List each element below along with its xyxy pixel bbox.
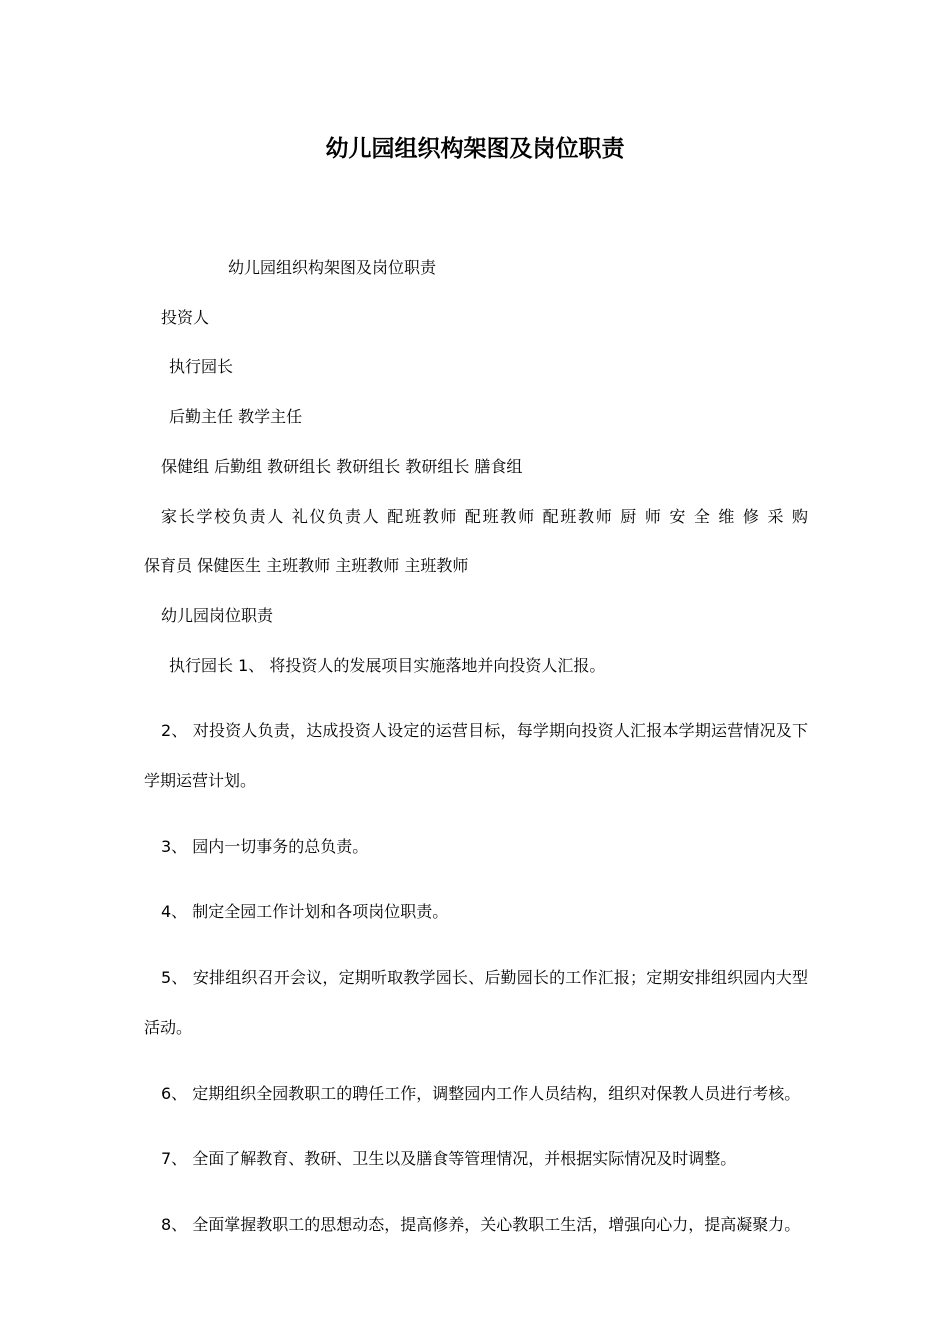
- org-chart-level-investor: 投资人: [161, 307, 210, 327]
- duty-item-6: 6、 定期组织全园教职工的聘任工作，调整园内工作人员结构，组织对保教人员进行考核。: [161, 1083, 801, 1103]
- duty-item-7: 7、 全面了解教育、教研、卫生以及膳食等管理情况，并根据实际情况及时调整。: [161, 1149, 737, 1169]
- org-chart-subtitle: 幼儿园组织构架图及岗位职责: [228, 258, 437, 277]
- duty-item-1: 执行园长 1、 将投资人的发展项目实施落地并向投资人汇报。: [169, 655, 606, 675]
- duty-item-8: 8、 全面掌握教职工的思想动态，提高修养，关心教职工生活，增强向心力，提高凝聚力。: [161, 1214, 801, 1234]
- duty-item-4: 4、 制定全园工作计划和各项岗位职责。: [161, 902, 449, 922]
- org-chart-level-teachers: 保育员 保健医生 主班教师 主班教师 主班教师: [144, 556, 469, 576]
- org-chart-level-staff: 家长学校负责人 礼仪负责人 配班教师 配班教师 配班教师 厨 师 安 全 维 修 采 购: [161, 506, 808, 526]
- duty-item-3: 3、 园内一切事务的总负责。: [161, 836, 369, 856]
- document-body: [144, 243, 808, 1266]
- duty-item-5: 5、 安排组织召开会议，定期听取教学园长、后勤园长的工作汇报；定期安排组织园内大型活动。: [144, 968, 808, 1037]
- duties-heading: 幼儿园岗位职责: [161, 605, 274, 625]
- org-chart-level-directors: 后勤主任 教学主任: [169, 407, 303, 427]
- org-chart-level-principal: 执行园长: [169, 357, 234, 377]
- org-chart-level-groups: 保健组 后勤组 教研组长 教研组长 教研组长 膳食组: [161, 456, 523, 476]
- document-title: 幼儿园组织构架图及岗位职责: [325, 136, 625, 162]
- duty-item-2: 2、 对投资人负责，达成投资人设定的运营目标，每学期向投资人汇报本学期运营情况及下学期运营计划。: [144, 721, 808, 791]
